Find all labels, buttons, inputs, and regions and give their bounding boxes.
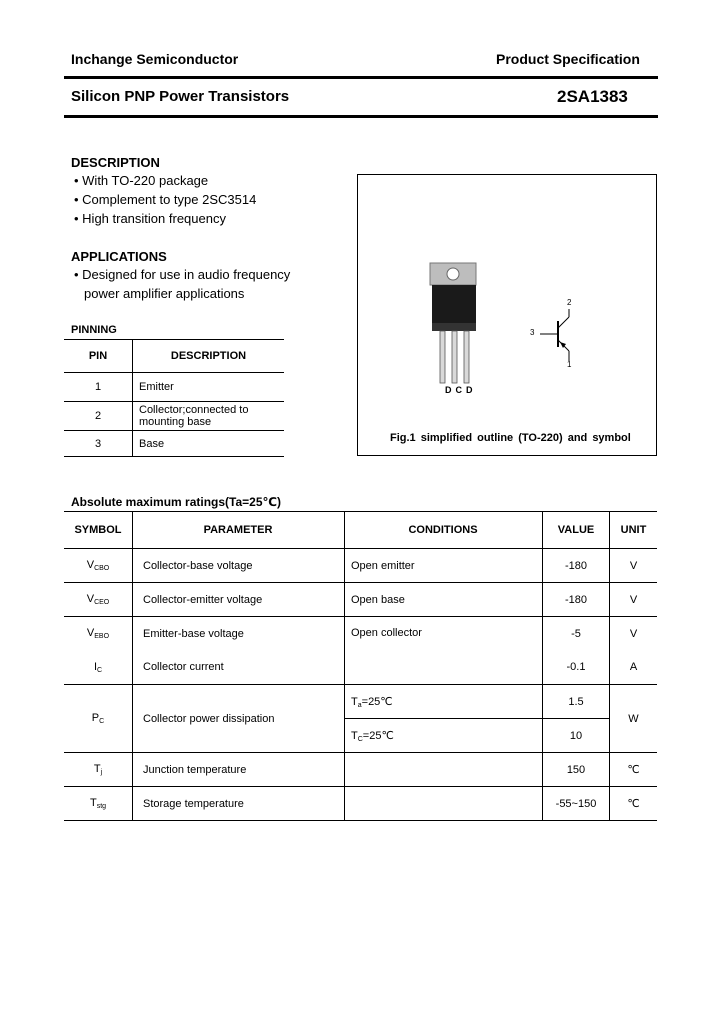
parameter-cell: Collector-emitter voltage	[133, 583, 345, 617]
pinning-table	[64, 339, 284, 457]
pin-description: Base	[133, 431, 285, 457]
unit-cell: V	[629, 627, 638, 640]
symbol-header: SYMBOL	[64, 512, 133, 549]
symbol-pin-1-label: 1	[567, 360, 572, 369]
description-item: • Complement to type 2SC3514	[74, 192, 257, 207]
table-row	[64, 753, 657, 787]
part-number: 2SA1383	[557, 87, 628, 106]
symbol-cell: $V_{CBO}$	[64, 549, 133, 583]
conditions-cell	[345, 651, 543, 685]
figure-caption: Fig.1 simplified outline (TO-220) and symbol	[390, 432, 631, 444]
value-cell: 150	[543, 753, 610, 787]
pinning-title: PINNING	[71, 324, 117, 336]
conditions-cell: $T_C=25℃$	[345, 719, 543, 753]
pin-description: Emitter	[133, 373, 285, 402]
parameter-cell: Junction temperature	[133, 753, 345, 787]
product-line: Silicon PNP Power Transistors	[71, 88, 290, 105]
conditions-cell	[345, 753, 543, 787]
unit-cell: V	[610, 583, 658, 617]
parameter-cell: Collector current	[133, 651, 345, 685]
parameter-cell: Collector-base voltage	[133, 549, 345, 583]
header-rule-top	[64, 76, 658, 79]
applications-item: power amplifier applications	[84, 286, 245, 301]
applications-item: • Designed for use in audio frequency	[74, 267, 291, 282]
pin-row	[64, 402, 284, 431]
unit-cell: W	[610, 685, 658, 753]
table-row	[64, 651, 657, 685]
symbol-cell: $I_C$	[64, 651, 133, 685]
ratings-table	[64, 511, 657, 821]
company-name: Inchange Semiconductor	[71, 51, 239, 67]
parameter-header: PARAMETER	[133, 512, 345, 549]
table-row	[64, 617, 657, 651]
unit-cell: V	[610, 549, 658, 583]
description-item: • With TO-220 package	[74, 173, 209, 188]
value-cell: 1.5	[543, 685, 610, 719]
header-rule-bottom	[64, 115, 658, 118]
pin-number: 1	[64, 373, 133, 402]
symbol-cell: $V_{EBO}$	[64, 617, 133, 651]
pin-description: Collector;connected to mounting base	[133, 402, 285, 431]
conditions-cell	[345, 787, 543, 821]
pin-number: 2	[64, 402, 133, 431]
conditions-cell: $T_a=25℃$	[345, 685, 543, 719]
symbol-cell: $V_{CEO}$	[64, 583, 133, 617]
table-row	[64, 549, 657, 583]
conditions-cell: Open collector	[345, 617, 543, 651]
pin-number: 3	[64, 431, 133, 457]
doc-type: Product Specification	[496, 51, 640, 67]
description-item: • High transition frequency	[74, 211, 226, 226]
value-header: VALUE	[543, 512, 610, 549]
value-cell: -180	[543, 583, 610, 617]
symbol-pin-2-label: 2	[567, 298, 572, 307]
to220-package-drawing	[358, 175, 656, 455]
symbol-pin-3-label: 3	[530, 328, 535, 337]
table-row	[64, 685, 657, 719]
symbol-cell: $T_{stg}$	[64, 787, 133, 821]
table-row	[64, 787, 657, 821]
ratings-title: Absolute maximum ratings(Ta=25℃)	[71, 495, 282, 509]
parameter-cell: Emitter-base voltage	[133, 617, 345, 651]
figure-box	[357, 174, 657, 456]
description-title: DESCRIPTION	[71, 155, 160, 170]
unit-cell: ℃	[610, 787, 658, 821]
pin-header: PIN	[64, 340, 133, 373]
value-cell: -0.1	[543, 651, 610, 685]
pin-row	[64, 373, 284, 402]
value-cell: 10	[543, 719, 610, 753]
parameter-cell: Collector power dissipation	[133, 685, 345, 753]
applications-title: APPLICATIONS	[71, 249, 167, 264]
unit-cell: ℃	[610, 753, 658, 787]
conditions-cell: Open base	[345, 583, 543, 617]
unit-cell: A	[610, 651, 658, 685]
conditions-cell: Open emitter	[345, 549, 543, 583]
symbol-cell: $P_C$	[64, 685, 133, 753]
package-pin-letters: DCD	[445, 385, 477, 395]
value-cell: -5	[543, 617, 610, 651]
pin-row	[64, 431, 284, 457]
parameter-cell: Storage temperature	[133, 787, 345, 821]
symbol-cell: $T_j$	[64, 753, 133, 787]
table-row	[64, 583, 657, 617]
value-cell: -55~150	[543, 787, 610, 821]
unit-header: UNIT	[610, 512, 658, 549]
conditions-header: CONDITIONS	[345, 512, 543, 549]
pin-description-header: DESCRIPTION	[133, 340, 285, 373]
value-cell: -180	[543, 549, 610, 583]
